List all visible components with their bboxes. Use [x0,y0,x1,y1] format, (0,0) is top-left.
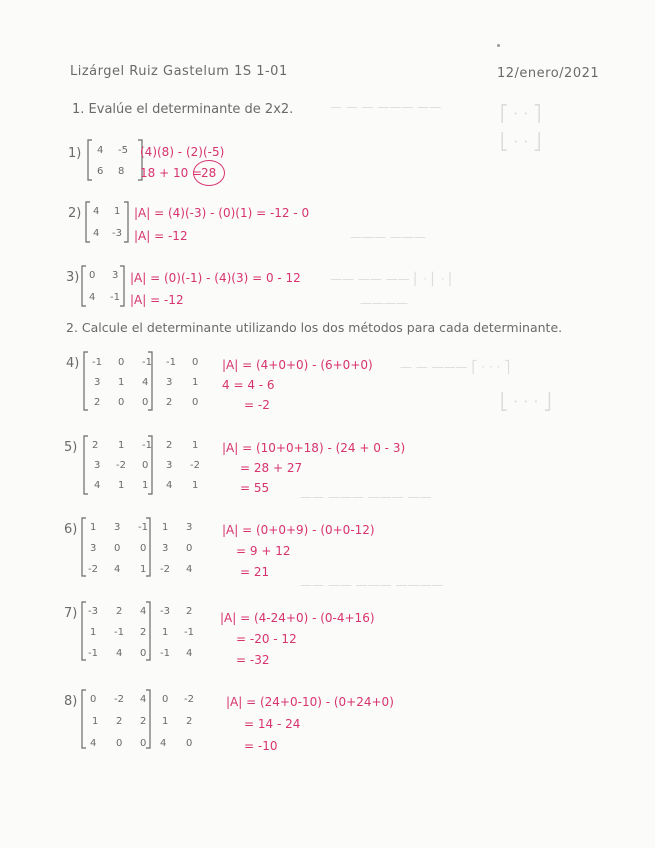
extra-column-entry: -2 [190,460,200,471]
extra-column-entry: 0 [192,397,199,408]
matrix-entry: 0 [118,397,125,408]
work-line: |A| = (24+0-10) - (0+24+0) [226,695,394,709]
extra-column-entry: 1 [192,377,199,388]
matrix-entry: 4 [97,145,104,156]
final-answer: |A| = -12 [134,229,188,243]
matrix-brackets [84,200,134,244]
final-answer: = -32 [236,653,270,667]
matrix-entry: 0 [89,270,96,281]
problem-label: 8) [64,694,78,709]
matrix-entry: 2 [140,627,147,638]
matrix-entry: 3 [114,522,121,533]
matrix-entry: 1 [118,480,125,491]
extra-column-entry: 3 [166,460,173,471]
final-answer: = -2 [244,398,270,412]
matrix-entry: -1 [88,648,98,659]
matrix-brackets [80,264,130,308]
matrix-entry: 0 [140,648,147,659]
instruction-one: 1. Evalúe el determinante de 2x2. [72,102,294,117]
final-answer: = -10 [244,739,278,753]
matrix-entry: 0 [142,397,149,408]
matrix-entry: 4 [93,206,100,217]
problem-label: 5) [64,440,78,455]
extra-column-entry: -1 [184,627,194,638]
matrix-entry: 1 [118,377,125,388]
matrix-entry: 3 [90,543,97,554]
matrix-entry: -1 [114,627,124,638]
matrix-entry: 2 [140,716,147,727]
matrix-entry: 0 [116,738,123,749]
matrix-entry: 1 [114,206,121,217]
work-line: |A| = (4+0+0) - (6+0+0) [222,358,373,372]
extra-column-entry: 3 [166,377,173,388]
extra-column-entry: 1 [162,522,169,533]
matrix-entry: -1 [138,522,148,533]
matrix-entry: 1 [142,480,149,491]
work-line: = 28 + 27 [240,461,303,475]
matrix-entry: -2 [116,460,126,471]
matrix-entry: 6 [97,166,104,177]
work-line: (4)(8) - (2)(-5) [140,145,225,159]
matrix-entry: 1 [140,564,147,575]
matrix-entry: 0 [90,694,97,705]
matrix-entry: 0 [114,543,121,554]
matrix-entry: 4 [93,228,100,239]
problem-label: 1) [68,146,82,161]
matrix-entry: 0 [118,357,125,368]
problem-label: 7) [64,606,78,621]
matrix-entry: 4 [89,292,96,303]
extra-column-entry: -1 [160,648,170,659]
matrix-entry: 4 [116,648,123,659]
matrix-entry: -1 [142,357,152,368]
matrix-entry: 4 [114,564,121,575]
extra-column-entry: 0 [186,543,193,554]
extra-column-entry: 2 [186,716,193,727]
worksheet-date: 12/enero/2021 [497,66,600,81]
extra-column-entry: 3 [162,543,169,554]
pencil-dot [497,44,500,47]
extra-column-entry: 1 [162,716,169,727]
work-line: |A| = (0)(-1) - (4)(3) = 0 - 12 [130,271,301,285]
matrix-entry: 0 [140,543,147,554]
matrix-entry: 3 [112,270,119,281]
final-answer: = 55 [240,481,270,495]
instruction-two: 2. Calcule el determinante utilizando los dos métodos para cada determinante. [66,320,563,335]
matrix-entry: -2 [114,694,124,705]
matrix-entry: 3 [94,377,101,388]
work-line: = -20 - 12 [236,632,297,646]
matrix-entry: -1 [92,357,102,368]
matrix-entry: -3 [112,228,122,239]
matrix-entry: -2 [88,564,98,575]
matrix-entry: 4 [90,738,97,749]
extra-column-entry: 2 [186,606,193,617]
work-line: |A| = (4-24+0) - (0-4+16) [220,611,375,625]
problem-label: 6) [64,522,78,537]
matrix-entry: -1 [142,440,152,451]
matrix-entry: 8 [118,166,125,177]
problem-label: 3) [66,270,80,285]
extra-column-entry: 0 [186,738,193,749]
matrix-brackets [86,138,146,182]
extra-column-entry: 4 [186,648,193,659]
work-line: = 9 + 12 [236,544,291,558]
matrix-entry: -5 [118,145,128,156]
extra-column-entry: -2 [160,564,170,575]
extra-column-entry: 2 [166,397,173,408]
extra-column-entry: 0 [162,694,169,705]
extra-column-entry: 2 [166,440,173,451]
matrix-entry: -1 [110,292,120,303]
extra-column-entry: 0 [192,357,199,368]
answer-circle [193,160,225,186]
work-line: |A| = (4)(-3) - (0)(1) = -12 - 0 [134,206,310,220]
matrix-entry: 0 [140,738,147,749]
work-line: = 14 - 24 [244,717,301,731]
extra-column-entry: 4 [160,738,167,749]
matrix-entry: 4 [140,606,147,617]
matrix-entry: 1 [118,440,125,451]
matrix-entry: 4 [140,694,147,705]
problem-label: 2) [68,206,82,221]
matrix-entry: 1 [92,716,99,727]
final-answer: |A| = -12 [130,293,184,307]
matrix-entry: 3 [94,460,101,471]
matrix-entry: 2 [92,440,99,451]
worksheet-page: — — — ——— —— ⎡ · · ⎤ ⎣ · · ⎦ ——— ——— —— —— —— ⎜ · ⎜ · ⎜ ———— — — ——— ⎡ · · · ⎤ ⎣ · · · ⎦ —— ——— ——— —— —— —— ——— ———— Lizárgel Ruiz Gastelum 1S 1-01 12/enero/2021 1. Evalúe el determinante de 2x2. 1) 4 -5 6 8 (4)(8) - (2)(-5) 18 + 10 = 28 2) 4 1 4 -3 |A| = (4)(-3) - (0)(1) = -12 - 0 |A| = -12 3) 0 3 4 -1 |A| = (0)(-1) - (4)(3) = 0 - 12 |A| = -12 2. Calcule el determinante utilizando los dos métodos para cada determinante. 4) -1 0 -1 3 1 4 2 0 0 -1 0 3 1 2 0 |A| = (4+0+0) - (6+0+0) 4 = 4 - 6 = -2 5) 2 1 -1 3 -2 0 4 1 1 2 1 3 -2 4 1 |A| = (10+0+18) - (24 + 0 - 3) = 28 + 27 = 55 6) 1 3 -1 3 0 0 -2 4 1 1 3 3 0 -2 4 |A| = (0+0+9) - (0+0-12) = 9 + 12 = 21 7) -3 2 4 1 -1 2 -1 4 0 -3 2 1 -1 -1 4 |A| = (4-24+0) - (0-4+16) = -20 - 12 = -32 8) 0 -2 4 1 2 2 4 0 0 0 -2 1 2 4 0 |A| = (24+0-10) - (0+24+0) = 14 - 24 = -10 [0,0,655,848]
work-line: |A| = (0+0+9) - (0+0-12) [222,523,375,537]
matrix-entry: 2 [94,397,101,408]
problem-label: 4) [66,356,80,371]
extra-column-entry: 4 [166,480,173,491]
extra-column-entry: -3 [160,606,170,617]
matrix-entry: 2 [116,606,123,617]
work-line: 18 + 10 = [140,166,203,180]
final-answer: 28 [201,166,217,180]
extra-column-entry: 1 [192,440,199,451]
matrix-entry: 1 [90,522,97,533]
extra-column-entry: 1 [162,627,169,638]
student-name: Lizárgel Ruiz Gastelum 1S 1-01 [70,64,288,79]
matrix-entry: 4 [142,377,149,388]
matrix-entry: -3 [88,606,98,617]
final-answer: = 21 [240,565,270,579]
extra-column-entry: 1 [192,480,199,491]
extra-column-entry: 3 [186,522,193,533]
extra-column-entry: 4 [186,564,193,575]
matrix-entry: 1 [90,627,97,638]
work-line: |A| = (10+0+18) - (24 + 0 - 3) [222,441,406,455]
matrix-entry: 4 [94,480,101,491]
matrix-entry: 0 [142,460,149,471]
work-line: 4 = 4 - 6 [222,378,275,392]
matrix-entry: 2 [116,716,123,727]
extra-column-entry: -2 [184,694,194,705]
extra-column-entry: -1 [166,357,176,368]
